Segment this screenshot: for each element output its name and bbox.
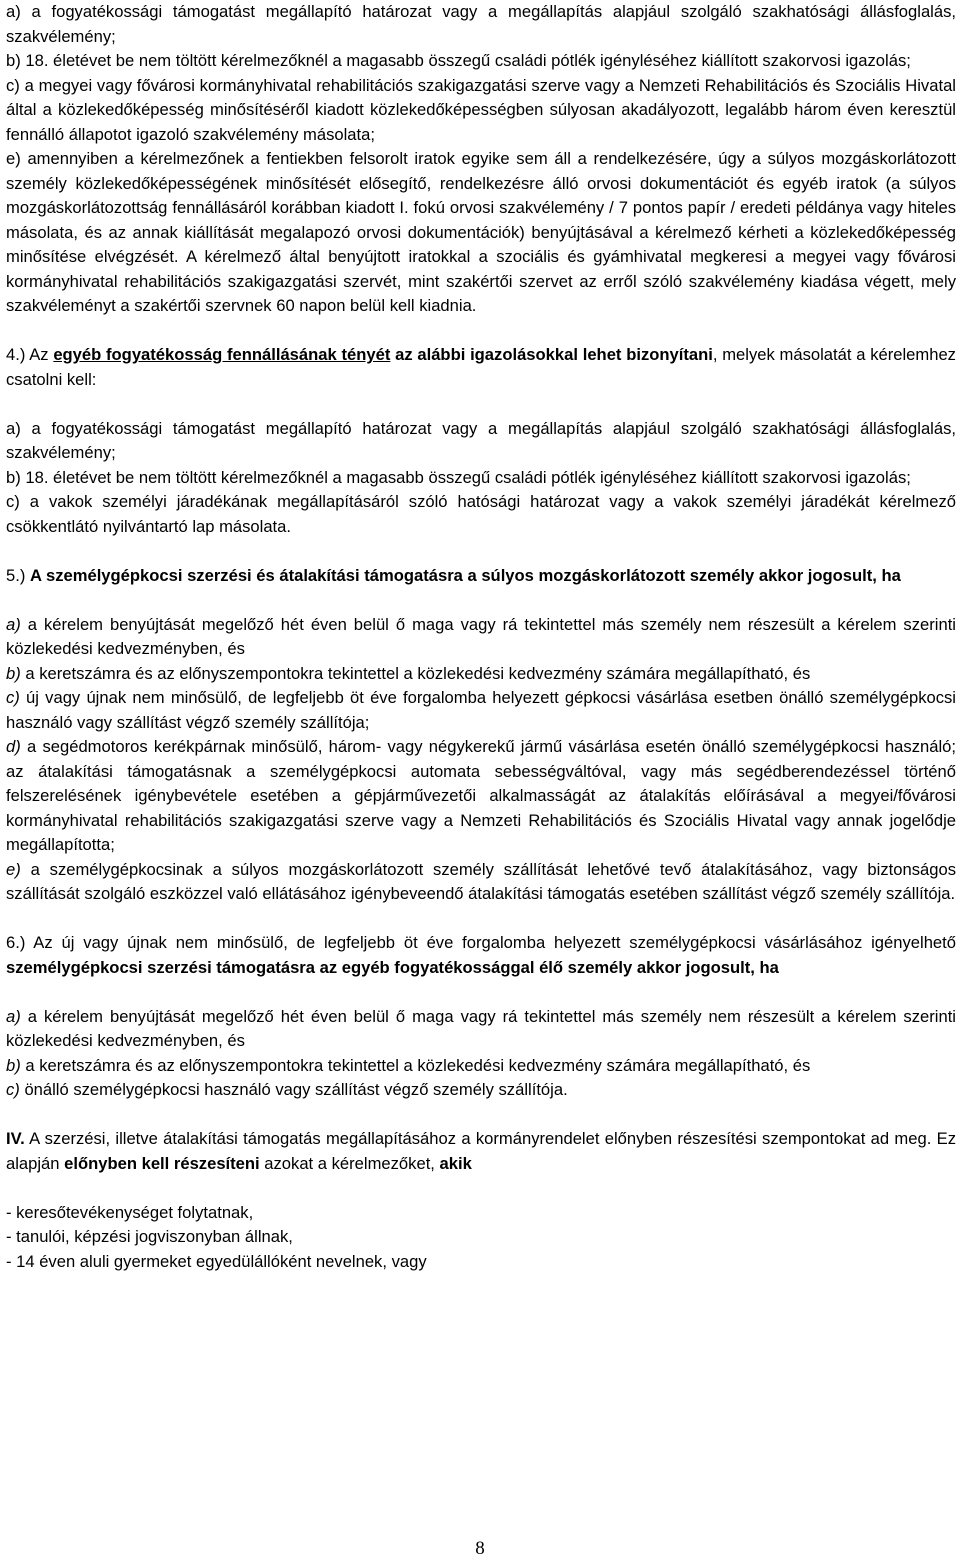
section-4-heading (6, 343, 956, 392)
item-label: b) (6, 1055, 21, 1075)
section-4-item-c: c) a vakok személyi járadékának megállapításáról szóló hatósági határozat vagy a vakok személyi járadékát kérelmező csökkentlátó nyilvántartó lap másolata. (6, 492, 956, 536)
item-label: c) (6, 688, 20, 707)
item-label: b) (6, 663, 21, 683)
section-6-heading (6, 931, 956, 980)
item-b: b) 18. életévet be nem töltött kérelmezőknél a magasabb összegű családi pótlék igényléséhez kiállított szakorvosi igazolás; (6, 51, 911, 70)
item-text: új vagy újnak nem minősülő, de legfeljebb öt éve forgalomba helyezett gépkocsi vásárlása esetben önálló személygépkocsi használó vagy szállítást végző személy szállítója; (6, 688, 956, 732)
section-4-underlined: egyéb fogyatékosság fennállásának tényét (53, 345, 391, 364)
item-text: a keretszámra és az előnyszempontokra tekintettel a közlekedési kedvezmény számára megállapítható, és (20, 663, 811, 683)
section-5-title: A személygépkocsi szerzési és átalakítási támogatásra a súlyos mozgáskorlátozott személy akkor jogosult, ha (29, 565, 901, 585)
section-5-item-b (6, 662, 956, 687)
list-item: - 14 éven aluli gyermeket egyedülállóként nevelnek, vagy (6, 1251, 427, 1271)
item-c: c) a megyei vagy fővárosi kormányhivatal rehabilitációs szakigazgatási szerve vagy a Nemzeti Rehabilitációs és Szociális Hivatal által a közlekedőképesség minősítéséről kiadott közlekedőképességben súlyosan akadályozott, legalább három éven keresztül fennálló állapotot igazoló szakvélemény másolata; (6, 75, 956, 144)
section-4-number: 4.) Az (6, 345, 54, 364)
document-page (6, 0, 956, 1274)
section-iv-text-2: azokat a kérelmezőket, (259, 1153, 440, 1173)
item-label: d) (6, 737, 21, 756)
section-5-heading (6, 564, 956, 589)
section-iv-bold-2: akik (439, 1153, 472, 1173)
section-6-item-b (6, 1054, 956, 1079)
section-iv-paragraph (6, 1127, 956, 1176)
section-5-item-c (6, 686, 956, 735)
section-4-bold: az alábbi igazolásokkal lehet bizonyítani (390, 345, 713, 364)
section-6-item-c (6, 1078, 956, 1103)
section-iv-number: IV. (6, 1129, 25, 1148)
section-6-intro: 6.) Az új vagy újnak nem minősülő, de legfeljebb öt éve forgalomba helyezett személygépkocsi vásárlásához igényelhető (6, 933, 956, 952)
item-text: a segédmotoros kerékpárnak minősülő, három- vagy négykerekű jármű vásárlása esetén önálló személygépkocsi használó; az átalakítási támogatásnak a személygépkocsi automata sebességváltóval, vagy más segédberendezéssel történő felszerelésének igénybevétele esetében a gépjárművezetői alkalmasságát az átalakítás előírásával a megyei/fővárosi kormányhivatal rehabilitációs szakigazgatási szerve vagy a Nemzeti Rehabilitációs és Szociális Hivatal vagy annak jogelődje megállapította; (6, 737, 956, 854)
item-a: a) a fogyatékossági támogatást megállapító határozat vagy a megállapítás alapjául szolgáló szakhatósági állásfoglalás, szakvélemény; (6, 2, 956, 46)
item-label: e) (6, 859, 21, 879)
item-text: önálló személygépkocsi használó vagy szállítást végző személy szállítója. (19, 1080, 568, 1099)
list-item: - tanulói, képzési jogviszonyban állnak, (6, 1227, 293, 1246)
section-iv-text-1: A szerzési, illetve átalakítási támogatás megállapításához a kormányrendelet előnyben részesítési szempontokat ad meg. Ez alapján (6, 1129, 956, 1173)
section-5-number: 5.) (6, 565, 30, 585)
section-5-item-a (6, 613, 956, 662)
item-text: a kérelem benyújtását megelőző hét éven belül ő maga vagy rá tekintettel más személy nem részesült a kérelem szerinti közlekedési kedvezményben, és (6, 614, 956, 658)
item-label: a) (6, 1006, 21, 1026)
page-number: 8 (475, 1538, 485, 1559)
section-4-item-b: b) 18. életévet be nem töltött kérelmezőknél a magasabb összegű családi pótlék igényléséhez kiállított szakorvosi igazolás; (6, 467, 911, 487)
item-label: a) (6, 614, 21, 634)
item-text: a keretszámra és az előnyszempontokra tekintettel a közlekedési kedvezmény számára megállapítható, és (20, 1055, 811, 1075)
section-5-item-e (6, 858, 956, 907)
section-5-item-d (6, 735, 956, 858)
section-6-item-a (6, 1005, 956, 1054)
item-text: a személygépkocsinak a súlyos mozgáskorlátozott személy szállítását lehetővé tevő átalakításához, vagy biztonságos szállítását szolgáló eszközzel való ellátásához igénybeveendő átalakítási támogatás esetében szállítást végző személy szállítója. (6, 859, 956, 903)
section-4-rest: , melyek másolatát a kérelemhez csatolni kell: (6, 345, 956, 389)
item-label: c) (6, 1080, 20, 1099)
item-e: e) amennyiben a kérelmezőnek a fentiekben felsorolt iratok egyike sem áll a rendelkezésére, úgy a súlyos mozgáskorlátozott személy közlekedőképességének minősítését elősegítő, rendelkezésre álló orvosi dokumentációt és egyéb iratok (a súlyos mozgáskorlátozottság fennállásáról korábban kiadott I. fokú orvosi szakvélemény / 7 pontos papír / eredeti példánya vagy hiteles másolata, és az annak kiállítását megalapozó orvosi dokumentációk) benyújtásával a kérelmező kérheti a közlekedőképesség minősítése elvégzését. A kérelmező által benyújtott iratokkal a szociális és gyámhivatal megkeresi a megyei vagy fővárosi kormányhivatal rehabilitációs szakigazgatási szervét, mint szakértői szervet az erről szóló szakvélemény kiadása végett, mely szakvéleményt a szakértői szervnek 60 napon belül kell kiadnia. (6, 149, 956, 315)
list-item: - keresőtevékenységet folytatnak, (6, 1202, 254, 1222)
item-text: a kérelem benyújtását megelőző hét éven belül ő maga vagy rá tekintettel más személy nem részesült a kérelem szerinti közlekedési kedvezményben, és (6, 1006, 956, 1050)
section-iv-bold-1: előnyben kell részesíteni (64, 1153, 260, 1173)
section-6-bold: személygépkocsi szerzési támogatásra az egyéb fogyatékossággal élő személy akkor jogosult, ha (6, 957, 779, 977)
section-4-item-a: a) a fogyatékossági támogatást megállapító határozat vagy a megállapítás alapjául szolgáló szakhatósági állásfoglalás, szakvélemény; (6, 418, 956, 462)
